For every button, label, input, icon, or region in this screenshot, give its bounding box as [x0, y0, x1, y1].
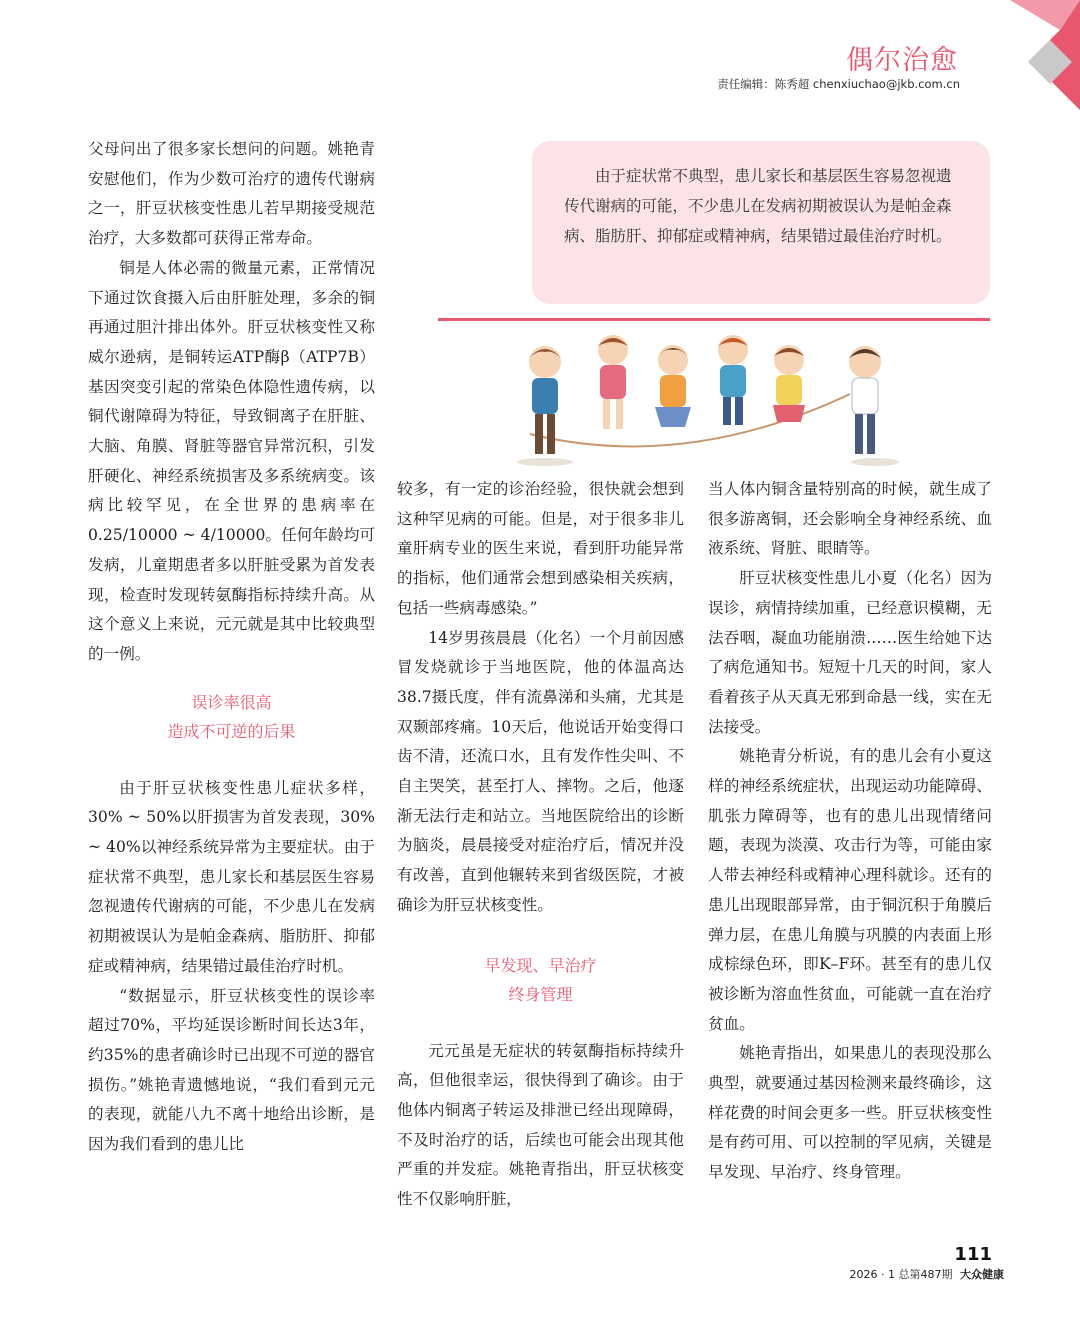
pull-quote-box — [532, 141, 990, 304]
col1-paragraph-2: 铜是人体必需的微量元素，正常情况下通过饮食摄入后由肝脏处理，多余的铜再通过胆汁排出体外。肝豆状核变性又称威尔逊病，是铜转运ATP酶β（ATP7B）基因突变引起的常染色体隐性遗传病，以铜代谢障碍为特征，导致铜离子在肝脏、大脑、角膜、肾脏等器官异常沉积，引发肝硬化、神经系统损害及多系统病变。该病比较罕见，在全世界的患病率在0.25/10000 ~ 4/10000。任何年龄均可发病，儿童期患者多以肝脏受累为首发表现，检查时发现转氨酶指标持续升高。从这个意义上来说，元元就是其中比较典型的一例。 — [88, 258, 375, 663]
subheading-early-treatment-line-2: 终身管理 — [508, 984, 573, 1004]
subheading-early-treatment — [397, 951, 684, 1009]
col3-paragraph-2: 肝豆状核变性患儿小夏（化名）因为误诊，病情持续加重，已经意识模糊，无法吞咽，凝血功能崩溃……医生给她下达了病危通知书。短短十几天的时间，家人看着孩子从天真无邪到命悬一线，实在无法接受。 — [708, 569, 992, 736]
corner-decoration — [970, 0, 1080, 110]
children-jumping-rope-illustration — [505, 322, 925, 470]
subheading-misdiagnosis-line-1: 误诊率很高 — [191, 692, 272, 712]
editor-credit: 责任编辑：陈秀超 chenxiuchao@jkb.com.cn — [717, 77, 960, 91]
page-number: 111 — [954, 1244, 992, 1265]
column-1 — [88, 135, 375, 1160]
col1-paragraph-4: “数据显示，肝豆状核变性的误诊率超过70%，平均延误诊断时间长达3年，约35%的患者确诊时已出现不可逆的器官损伤。”姚艳青遗憾地说，“我们看到元元的表现，就能八九不离十地给出诊断，是因为我们看到的患儿比 — [88, 986, 375, 1154]
subheading-misdiagnosis — [88, 688, 375, 746]
issue-info — [850, 1266, 1004, 1282]
issue-number: 2026 · 1 总第487期 — [849, 1268, 953, 1281]
jump-rope — [530, 394, 850, 446]
child-figure — [773, 345, 805, 422]
col1-paragraph-3: 由于肝豆状核变性患儿症状多样，30% ~ 50%以肝损害为首发表现，30% ~ 40%以神经系统异常为主要症状。由于症状常不典型，患儿家长和基层医生容易忽视遗传代谢病的可能，不少患儿在发病初期被误认为是帕金森病、脂肪肝、抑郁症或精神病，结果错过最佳治疗时机。 — [88, 778, 375, 975]
column-2 — [397, 475, 684, 1215]
subheading-early-treatment-line-1: 早发现、早治疗 — [484, 955, 597, 975]
col2-paragraph-2: 14岁男孩晨晨（化名）一个月前因感冒发烧就诊于当地医院，他的体温高达38.7摄氏度，伴有流鼻涕和头痛，尤其是双颞部疼痛。10天后，他说话开始变得口齿不清，还流口水，且有发作性尖叫、不自主哭笑，甚至打人、摔物。之后，他逐渐无法行走和站立。当地医院给出的诊断为脑炎，晨晨接受对症治疗后，情况并没有改善，直到他辗转来到省级医院，才被确诊为肝豆状核变性。 — [397, 628, 684, 914]
ground-shadow — [517, 458, 573, 466]
subheading-misdiagnosis-line-2: 造成不可逆的后果 — [167, 721, 296, 741]
col2-paragraph-1: 较多，有一定的诊治经验，很快就会想到这种罕见病的可能。但是，对于很多非儿童肝病专业的医生来说，看到肝功能异常的指标，他们通常会想到感染相关疾病，包括一些病毒感染。” — [397, 480, 684, 617]
ground-shadow — [851, 458, 899, 466]
section-title: 偶尔治愈 — [846, 45, 958, 76]
column-3 — [708, 475, 992, 1188]
col3-paragraph-3: 姚艳青分析说，有的患儿会有小夏这样的神经系统症状，出现运动功能障碍、肌张力障碍等，也有的患儿出现情绪问题，表现为淡漠、攻击行为等，可能由家人带去神经科或精神心理科就诊。还有的患儿出现眼部异常，由于铜沉积于角膜后弹力层，在患儿角膜与巩膜的内表面上形成棕绿色环，即K–F环。甚至有的患儿仅被诊断为溶血性贫血，可能就一直在治疗贫血。 — [708, 747, 992, 1033]
magazine-name: 大众健康 — [960, 1268, 1004, 1281]
divider-rule — [438, 318, 990, 321]
child-figure — [655, 345, 691, 427]
col2-paragraph-3: 元元虽是无症状的转氨酶指标持续升高，但他很幸运，很快得到了确诊。由于他体内铜离子转运及排泄已经出现障碍，不及时治疗的话，后续也可能会出现其他严重的并发症。姚艳青指出，肝豆状核变性不仅影响肝脏， — [397, 1041, 684, 1209]
col1-paragraph-1: 父母问出了很多家长想问的问题。姚艳青安慰他们，作为少数可治疗的遗传代谢病之一，肝豆状核变性患儿若早期接受规范治疗，大多数都可获得正常寿命。 — [88, 140, 375, 248]
col3-paragraph-1: 当人体内铜含量特别高的时候，就生成了很多游离铜，还会影响全身神经系统、血液系统、肾脏、眼睛等。 — [708, 480, 992, 558]
child-figure — [718, 335, 748, 425]
pull-quote-text: 由于症状常不典型，患儿家长和基层医生容易忽视遗传代谢病的可能，不少患儿在发病初期被误认为是帕金森病、脂肪肝、抑郁症或精神病，结果错过最佳治疗时机。 — [564, 167, 952, 245]
child-figure — [849, 346, 881, 454]
col3-paragraph-4: 姚艳青指出，如果患儿的表现没那么典型，就要通过基因检测来最终确诊，这样花费的时间会更多一些。肝豆状核变性是有药可用、可以控制的罕见病，关键是早发现、早治疗、终身管理。 — [708, 1044, 992, 1182]
child-figure — [598, 335, 628, 429]
